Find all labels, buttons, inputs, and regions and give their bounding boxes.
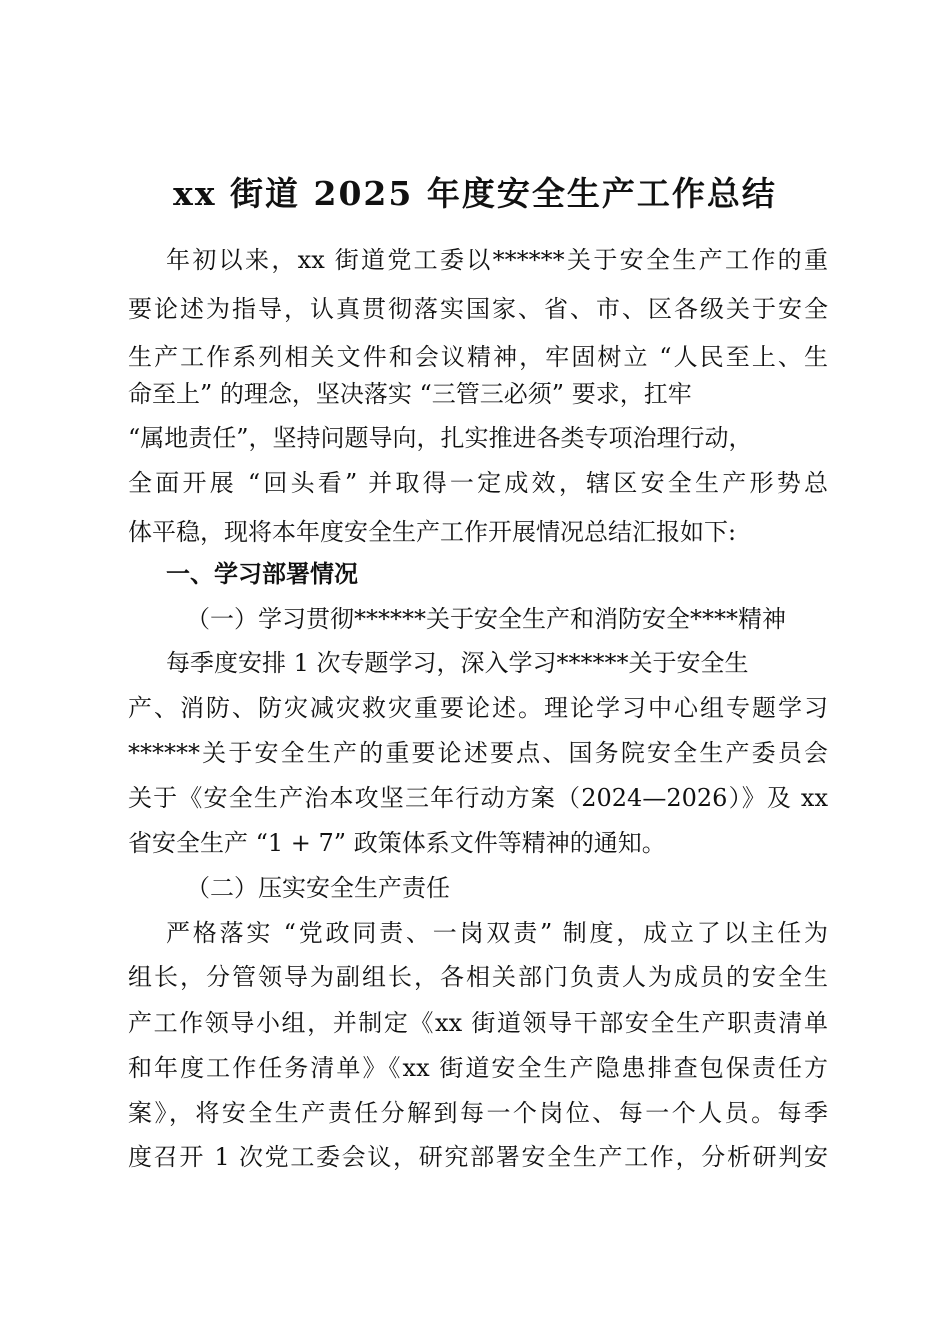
intro-line: 全面开展 “回头看” 并取得一定成效，辖区安全生产形势总 (128, 469, 828, 497)
intro-line: 年初以来，xx 街道党工委以******关于安全生产工作的重 (166, 246, 828, 274)
body-line: 组长，分管领导为副组长，各相关部门负责人为成员的安全生 (128, 963, 828, 991)
body-line: 关于《安全生产治本攻坚三年行动方案（2024—2026）》及 xx (128, 784, 828, 812)
intro-line: 要论述为指导，认真贯彻落实国家、省、市、区各级关于安全 (128, 295, 828, 323)
body-line: ******关于安全生产的重要论述要点、国务院安全生产委员会 (128, 739, 828, 767)
body-line: 产、消防、防灾减灾救灾重要论述。理论学习中心组专题学习 (128, 694, 828, 722)
body-line: 产工作领导小组，并制定《xx 街道领导干部安全生产职责清单 (128, 1009, 828, 1037)
document-title: xx 街道 2025 年度安全生产工作总结 (173, 174, 777, 213)
section-heading: 一、学习部署情况 (166, 559, 358, 588)
intro-line: “属地责任”，坚持问题导向，扎实推进各类专项治理行动， (128, 424, 753, 452)
body-line: 和年度工作任务清单》《xx 街道安全生产隐患排查包保责任方 (128, 1054, 828, 1082)
body-line: 度召开 1 次党工委会议，研究部署安全生产工作，分析研判安 (128, 1143, 828, 1171)
body-line: 案》，将安全生产责任分解到每一个岗位、每一个人员。每季 (128, 1099, 828, 1127)
intro-line: 命至上” 的理念，坚决落实 “三管三必须” 要求，扛牢 (128, 380, 692, 408)
body-line: 严格落实 “党政同责、一岗双责” 制度，成立了以主任为 (166, 919, 828, 947)
intro-line: 生产工作系列相关文件和会议精神，牢固树立 “人民至上、生 (128, 343, 828, 371)
body-line: 省安全生产 “1 + 7” 政策体系文件等精神的通知。 (128, 829, 666, 857)
subsection-heading: （一）学习贯彻******关于安全生产和消防安全****精神 (186, 605, 786, 633)
intro-line: 体平稳，现将本年度安全生产工作开展情况总结汇报如下: (128, 518, 737, 546)
body-line: 每季度安排 1 次专题学习，深入学习******关于安全生 (166, 649, 749, 677)
subsection-heading: （二）压实安全生产责任 (186, 874, 450, 902)
